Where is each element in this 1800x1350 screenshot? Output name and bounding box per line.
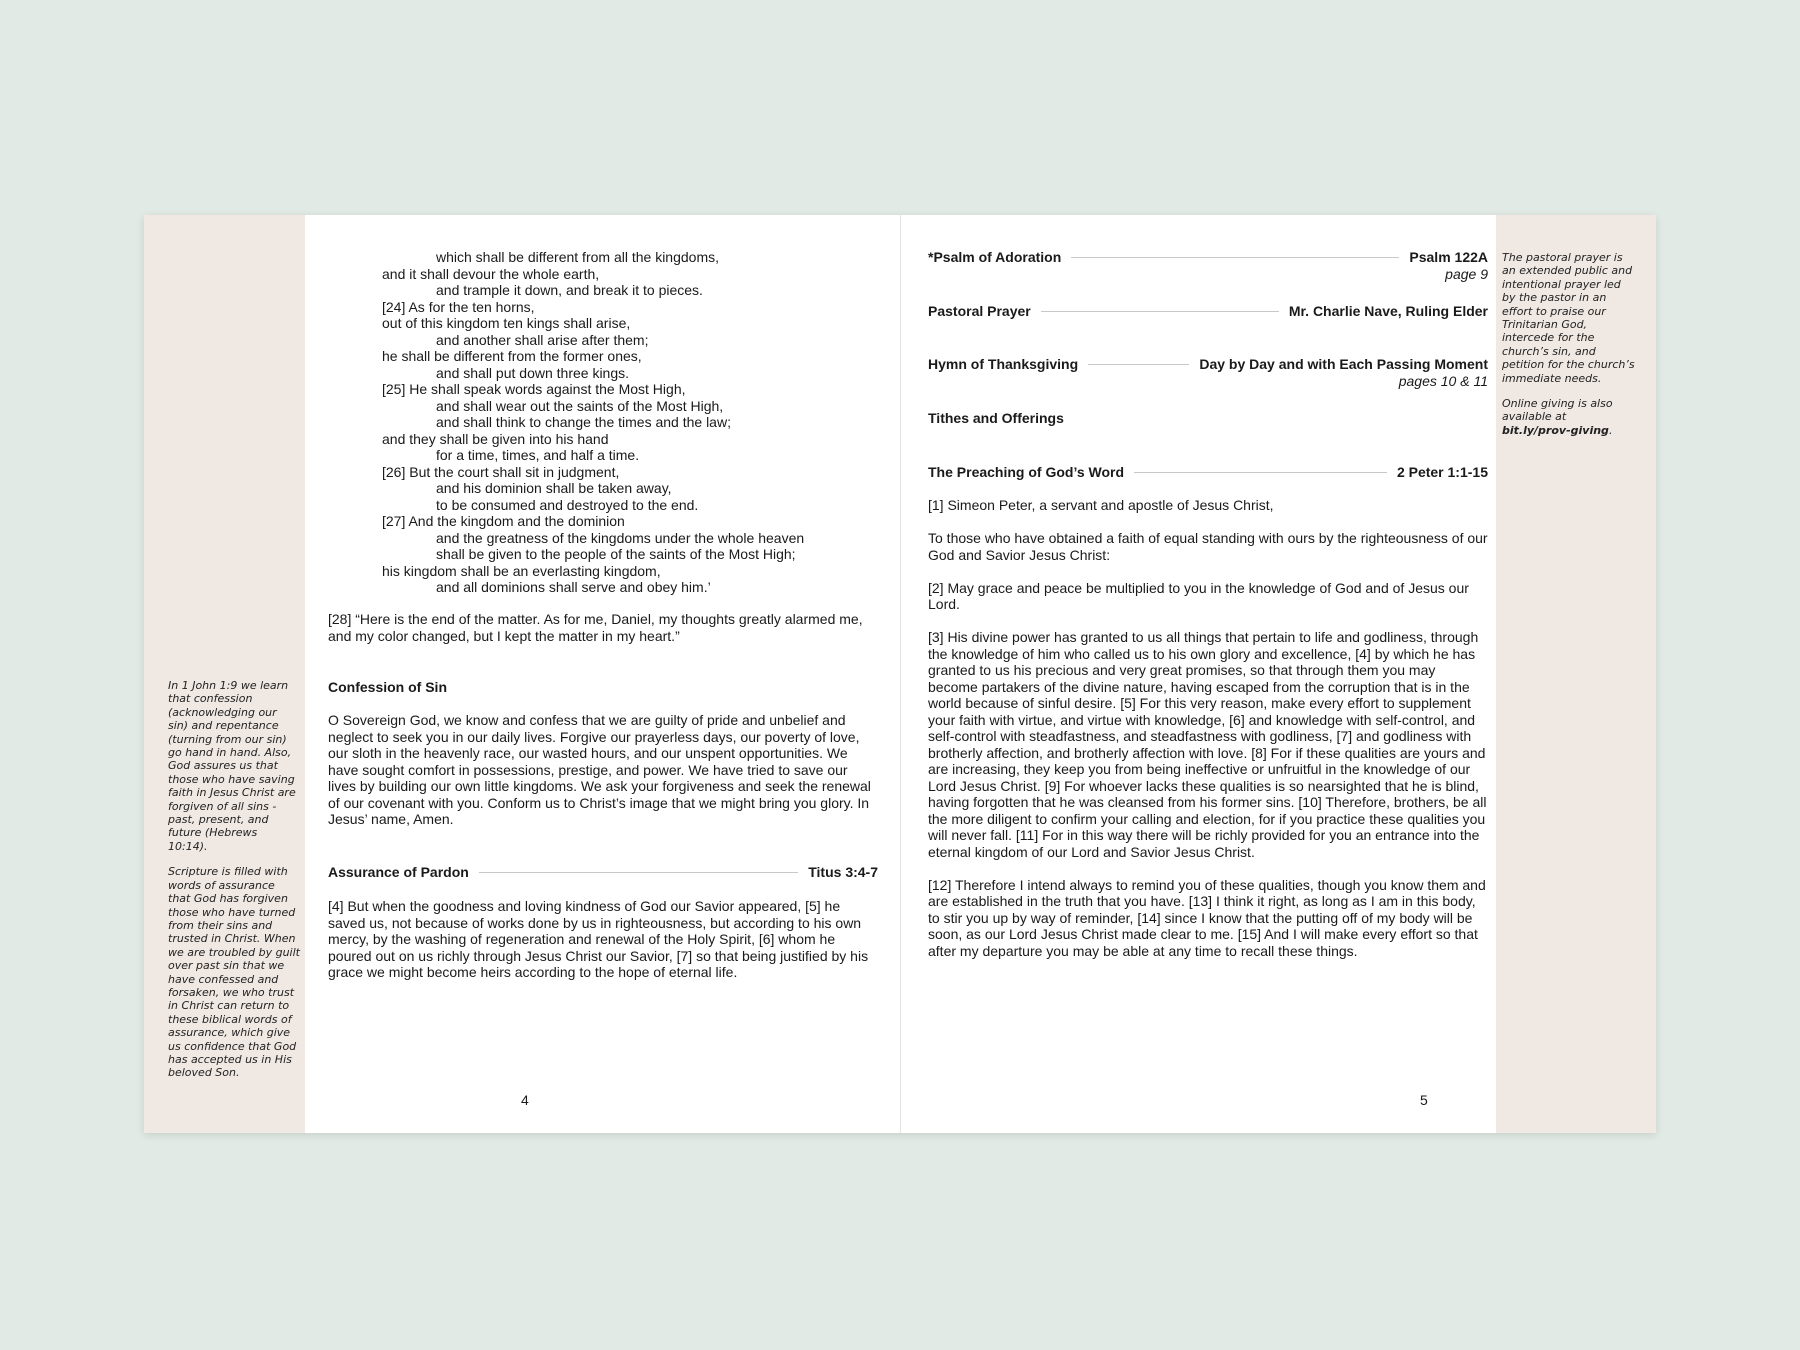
verse-line: and shall put down three kings. — [436, 364, 630, 381]
page-left — [328, 215, 1018, 1133]
daniel-closing: [28] “Here is the end of the matter. As for me, Daniel, my thoughts greatly alarmed me, and my color changed, but I kept the matter in my heart.” — [328, 611, 863, 644]
preaching-reference: 2 Peter 1:1-15 — [1396, 464, 1488, 480]
verse-line: [25] He shall speak words against the Most High, — [382, 381, 686, 397]
online-giving-note: Online giving is also available at bit.ly/prov-giving. — [1502, 397, 1613, 437]
leader-rule — [479, 872, 798, 873]
preaching-label: The Preaching of God’s Word — [928, 464, 1125, 480]
order-psalm — [928, 249, 1488, 282]
leader-rule — [1071, 257, 1399, 258]
verse-line: and all dominions shall serve and obey him.’ — [436, 579, 711, 595]
verse-line: and they shall be given into his hand — [382, 430, 609, 447]
leader-rule — [1134, 472, 1387, 473]
giving-link[interactable]: bit.ly/prov-giving — [1502, 423, 1609, 437]
order-preaching — [928, 464, 1488, 481]
verse-line: [27] And the kingdom and the dominion — [382, 513, 625, 529]
scripture-paragraph: [2] May grace and peace be multiplied to you in the knowledge of God and of Jesus our Lord. — [928, 579, 1469, 612]
verse-line: and his dominion shall be taken away, — [436, 480, 672, 496]
verse-line: shall be given to the people of the saints of the Most High; — [436, 546, 796, 562]
tithes-heading: Tithes and Offerings — [928, 410, 1064, 426]
side-note-paragraph: Scripture is filled with words of assurance that God has forgiven those who have turned from their sins and trusted in Christ. When we are troubled by guilt over past sin that we have confessed and forsaken, we who trust in Christ can return to these biblical words of assurance, which give us confidence that God has accepted us in His beloved Son. — [168, 865, 300, 1080]
verse-line: and it shall devour the whole earth, — [382, 265, 600, 282]
hymn-pages: pages 10 & 11 — [1398, 372, 1488, 389]
assurance-text: [4] But when the goodness and loving kindness of God our Savior appeared, [5] he saved us, not because of works done by us in righteousness, but according to his own mercy, by the washing of regeneration and renewal of the Holy Spirit, [6] whom he poured out on us richly through Jesus Christ our Savior, [7] so that being justified by his grace we might become heirs according to the hope of eternal life. — [328, 898, 869, 980]
page-number-right: 5 — [1420, 1092, 1428, 1108]
verse-line: and trample it down, and break it to pieces. — [436, 282, 703, 298]
leader-rule — [1088, 364, 1189, 365]
verse-line: which shall be different from all the kingdoms, — [436, 249, 719, 265]
verse-line: to be consumed and destroyed to the end. — [436, 496, 699, 513]
hymn-label: Hymn of Thanksgiving — [928, 356, 1079, 372]
leader-rule — [1041, 311, 1279, 312]
bulletin-spread — [144, 215, 1656, 1133]
verse-line: and the greatness of the kingdoms under the whole heaven — [436, 529, 805, 546]
verse-line: for a time, times, and half a time. — [436, 447, 640, 463]
confession-side-note — [168, 679, 300, 1092]
confession-prayer: O Sovereign God, we know and confess that we are guilty of pride and unbelief and neglect to seek you in our daily lives. Forgive our prayerless days, our poverty of love, our sloth in the heavenly race, our wasted hours, and our unspent opportunities. We have sought comfort in possessions, prestige, and power. We have tried to save our lives by building our own little kingdoms. We ask your forgiveness and seek the renewal of our covenant with you. Conform us to Christ’s image that we might bring you glory. In Jesus’ name, Amen. — [328, 712, 871, 827]
verse-line: and shall wear out the saints of the Most High, — [436, 397, 724, 414]
page-right — [928, 215, 1628, 1133]
page-number-left: 4 — [521, 1092, 529, 1108]
side-note-paragraph: The pastoral prayer is an extended public and intentional prayer led by the pastor in an effort to praise our Trinitarian God, intercede for the church’s sin, and petition for the church’s immediate needs. — [1502, 251, 1635, 385]
verse-line: and another shall arise after them; — [436, 331, 649, 348]
scripture-reading — [928, 497, 1488, 976]
confession-heading: Confession of Sin — [328, 679, 447, 695]
prayer-label: Pastoral Prayer — [928, 303, 1031, 319]
verse-line: out of this kingdom ten kings shall arise, — [382, 315, 631, 331]
scripture-paragraph: [12] Therefore I intend always to remind you of these qualities, though you know them and are established in the truth that you have. [13] I think it right, as long as I am in this body, to stir you up by way of reminder, [14] since I know that the putting off of my body will be soon, as our Lord Jesus Christ made clear to me. [15] And I will make every effort so that after my departure you may be able at any time to recall these things. — [928, 876, 1486, 959]
prayer-leader: Mr. Charlie Nave, Ruling Elder — [1288, 303, 1488, 319]
verse-line: [24] As for the ten horns, — [382, 298, 535, 315]
verse-line: his kingdom shall be an everlasting kingdom, — [382, 562, 661, 579]
assurance-heading: Assurance of Pardon — [328, 864, 469, 880]
scripture-paragraph: [1] Simeon Peter, a servant and apostle of Jesus Christ, — [928, 497, 1274, 513]
order-hymn — [928, 356, 1488, 389]
scripture-paragraph: To those who have obtained a faith of equal standing with ours by the righteousness of our God and Savior Jesus Christ: — [928, 530, 1488, 563]
scripture-paragraph: [3] His divine power has granted to us all things that pertain to life and godliness, through the knowledge of him who called us to his own glory and excellence, [4] by which he has granted to us his precious and very great promises, so that through them you may become partakers of the divine nature, having escaped from the corruption that is in the world because of sinful desire. [5] For this very reason, make every effort to supplement your faith with virtue, and virtue with knowledge, [6] and knowledge with self-control, and self-control with steadfastness, and steadfastness with godliness, [7] and godliness with brotherly affection, and brotherly affection with love. [8] For if these qualities are yours and are increasing, they keep you from being ineffective or unfruitful in the knowledge of our Lord Jesus Christ. [9] For whoever lacks these qualities is so nearsighted that he is blind, having forgotten that he was cleansed from his former sins. [10] Therefore, brothers, be all the more diligent to confirm your calling and election, for if you practice these qualities you will never fall. [11] For in this way there will be richly provided for you an entrance into the eternal kingdom of our Lord and Savior Jesus Christ. — [928, 629, 1487, 860]
psalm-label: *Psalm of Adoration — [928, 249, 1062, 265]
verse-line: and shall think to change the times and the law; — [436, 414, 731, 430]
hymn-title: Day by Day and with Each Passing Moment — [1199, 356, 1488, 372]
side-note-paragraph: In 1 John 1:9 we learn that confession (acknowledging our sin) and repentance (turning from our sin) go hand in hand. Also, God assures us that those who have saving faith in Jesus Christ are forgiven of all sins - past, present, and future (Hebrews 10:14). — [168, 679, 296, 853]
verse-line: [26] But the court shall sit in judgment, — [382, 463, 620, 480]
verse-line: he shall be different from the former ones, — [382, 348, 642, 364]
daniel-poem — [328, 249, 804, 596]
assurance-reference: Titus 3:4-7 — [808, 864, 878, 880]
psalm-page: page 9 — [1445, 265, 1488, 282]
order-pastoral-prayer — [928, 303, 1488, 320]
psalm-reference: Psalm 122A — [1409, 249, 1488, 265]
assurance-row — [328, 864, 878, 881]
